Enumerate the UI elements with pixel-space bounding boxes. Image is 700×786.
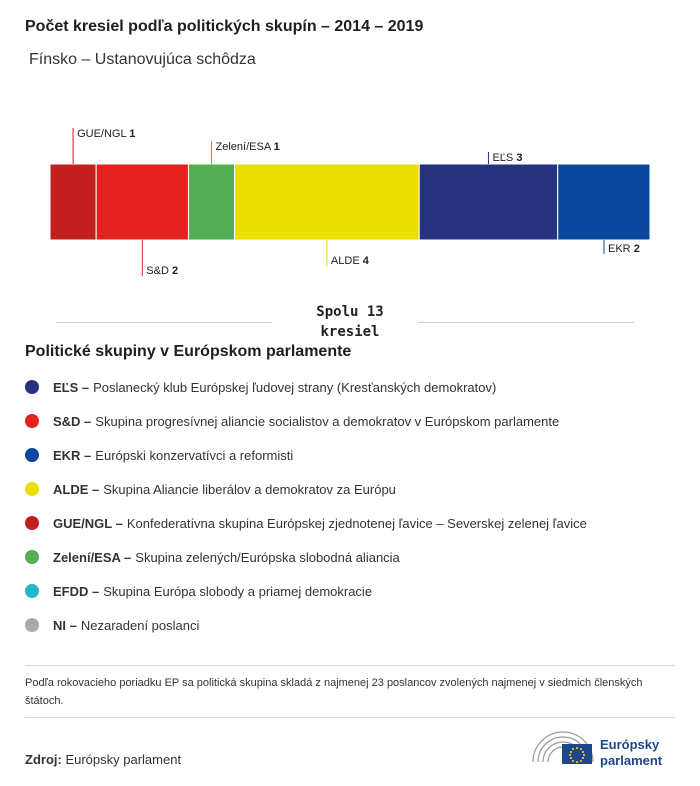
source <box>25 752 181 767</box>
total-line-right <box>418 322 634 323</box>
legend-name: Nezaradení poslanci <box>80 617 200 633</box>
legend-title: Politické skupiny v Európskom parlamente <box>25 343 352 360</box>
total-seats <box>275 302 425 342</box>
legend-color-dot <box>25 380 39 394</box>
legend-item <box>25 540 587 574</box>
bar-segment-zelen-esa <box>188 164 234 240</box>
legend-abbreviation: EĽS – <box>53 379 90 395</box>
logo-line1: Európsky <box>600 737 660 752</box>
bar-label: EĽS 3 <box>492 152 523 164</box>
bar-label: GUE/NGL 1 <box>77 128 136 140</box>
divider-top <box>25 665 675 666</box>
bar-label: EKR 2 <box>608 243 640 255</box>
legend-color-dot <box>25 618 39 632</box>
legend-item <box>25 608 587 642</box>
legend-item <box>25 574 587 608</box>
bar-label: S&D 2 <box>146 265 179 277</box>
legend-abbreviation: NI – <box>53 617 77 633</box>
legend-abbreviation: Zelení/ESA – <box>53 549 132 565</box>
source-value: Európsky parlament <box>65 752 182 767</box>
bar-label: Zelení/ESA 1 <box>215 141 280 153</box>
legend-color-dot <box>25 584 39 598</box>
parliament-hemicycle-icon <box>530 728 596 768</box>
bar-segment-gue-ngl <box>50 164 96 240</box>
bar-segment-s-d <box>96 164 188 240</box>
legend-abbreviation: EFDD – <box>53 583 100 599</box>
bar-label: ALDE 4 <box>330 255 369 267</box>
footnote: Podľa rokovacieho poriadku EP sa politická skupina skladá z najmenej 23 poslancov zvolených najmenej v siedmich členských štátoch. <box>25 677 643 707</box>
legend-abbreviation: ALDE – <box>53 481 100 497</box>
legend-item <box>25 370 587 404</box>
divider-bottom <box>25 717 675 718</box>
legend-name: Európski konzervatívci a reformisti <box>95 447 294 463</box>
legend-name: Poslanecký klub Európskej ľudovej strany (Kresťanských demokratov) <box>93 379 497 395</box>
seat-bar-chart <box>0 110 700 290</box>
legend-color-dot <box>25 482 39 496</box>
legend-name: Skupina progresívnej aliancie socialistov a demokratov v Európskom parlamente <box>95 413 560 429</box>
bar-segment-ekr <box>558 164 650 240</box>
legend-item <box>25 404 587 438</box>
logo-line2: parlament <box>600 753 663 768</box>
legend-name: Skupina zelených/Európska slobodná aliancia <box>135 549 400 565</box>
legend-name: Konfederatívna skupina Európskej zjednotenej ľavice – Severskej zelenej ľavice <box>126 515 587 531</box>
legend-color-dot <box>25 448 39 462</box>
bar-segment-e-s <box>419 164 557 240</box>
source-label: Zdroj: <box>25 752 62 767</box>
legend-name: Skupina Európa slobody a priamej demokracie <box>103 583 373 599</box>
legend-abbreviation: EKR – <box>53 447 92 463</box>
total-seats-line2: kresiel <box>320 324 380 340</box>
legend-abbreviation: GUE/NGL – <box>53 515 123 531</box>
legend-color-dot <box>25 414 39 428</box>
bar-segment-alde <box>235 164 420 240</box>
page-title: Počet kresiel podľa politických skupín – 2014 – 2019 <box>25 18 424 35</box>
legend-item <box>25 472 587 506</box>
legend-color-dot <box>25 516 39 530</box>
legend-abbreviation: S&D – <box>53 413 92 429</box>
legend-color-dot <box>25 550 39 564</box>
european-parliament-logo <box>530 728 680 768</box>
page-subtitle: Fínsko – Ustanovujúca schôdza <box>29 51 256 68</box>
legend <box>25 370 587 642</box>
legend-item <box>25 438 587 472</box>
legend-item <box>25 506 587 540</box>
legend-name: Skupina Aliancie liberálov a demokratov za Európu <box>103 481 396 497</box>
total-seats-line1: Spolu 13 <box>316 304 384 320</box>
logo-text <box>600 737 662 769</box>
total-line-left <box>56 322 272 323</box>
